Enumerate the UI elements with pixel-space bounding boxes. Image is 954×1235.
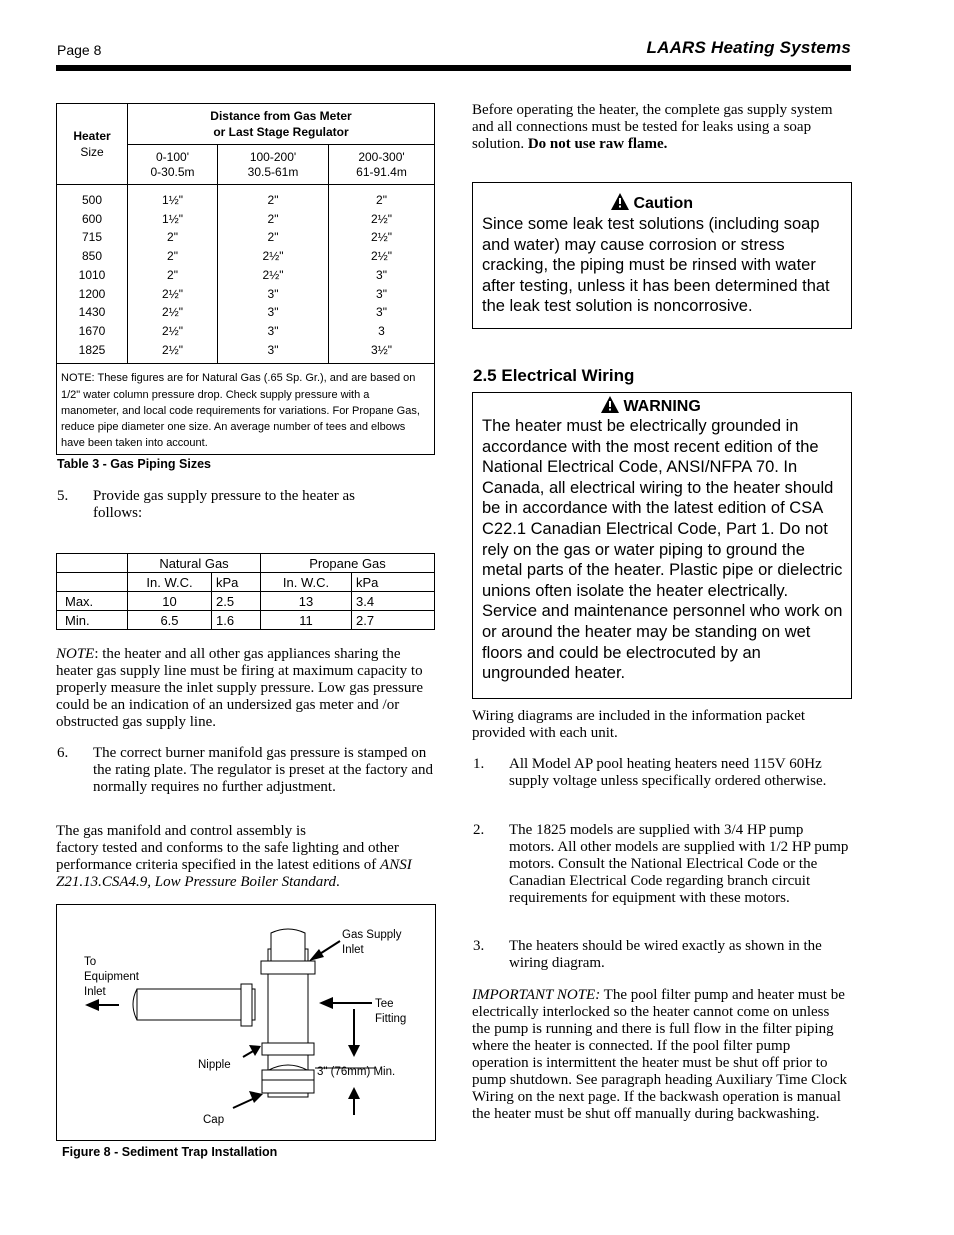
- pipe-cell: 3": [267, 305, 279, 320]
- manifold-body: factory tested and conforms to the safe lighting and other performance criteria specified in the latest editions of: [56, 840, 399, 873]
- nipple-coupling: [262, 1043, 314, 1055]
- size-cell: 500: [81, 193, 103, 207]
- range-m: 0-30.5m: [150, 164, 195, 179]
- pipe-cell: 2": [267, 193, 279, 207]
- size-cell: 850: [81, 249, 103, 264]
- dimension-arrow-down-head: [348, 1045, 360, 1057]
- pipe-cell: 2": [267, 230, 279, 245]
- pipe-cell: 3": [376, 267, 387, 282]
- pipe-cell: 3": [267, 323, 279, 338]
- horizontal-pipe: [137, 989, 255, 1020]
- caution-text: Since some leak test solutions (including soap and water) may cause corrosion or stress cracking, the piping must be rinsed with water after testing, unless it has been determined that the leak test solution is noncorrosive.: [482, 215, 830, 316]
- kpa-header: kPa: [352, 573, 435, 592]
- pipe-cell: 2½": [262, 267, 284, 282]
- min-distance-label: 3" (76mm) Min.: [317, 1066, 396, 1078]
- elec-item-2-text: The 1825 models are supplied with 3/4 HP pump motors. All other models are supplied with 1/2 HP pump motors. Consult the National Electrical Code or the Canadian Electrical Code regarding branch circuit requirements for equipment with these motors.: [509, 822, 849, 906]
- section-heading: 2.5 Electrical Wiring: [473, 366, 635, 385]
- pipe-cell: 2½": [371, 249, 392, 264]
- elec-item-2-number: 2.: [473, 822, 485, 838]
- ng-inwc-min: 6.5: [128, 611, 212, 630]
- elec-item-3-text: The heaters should be wired exactly as shown in the wiring diagram.: [509, 938, 822, 971]
- max-label: Max.: [57, 592, 128, 611]
- pipe-size-column-2: [218, 185, 329, 364]
- pipe-cell: 3": [376, 286, 387, 301]
- distance-label-2: or Last Stage Regulator: [213, 125, 349, 139]
- leak-test-text: Before operating the heater, the complete gas supply system and all connections must be tested for leaks using a soap solution.: [472, 102, 833, 152]
- size-cell: 1010: [78, 267, 106, 282]
- pipe-cell: 2½": [162, 305, 183, 320]
- table-caption: Table 3 - Gas Piping Sizes: [57, 457, 211, 471]
- upper-coupling: [261, 961, 315, 974]
- dimension-arrow-up-head: [348, 1087, 360, 1099]
- elec-item-1-text: All Model AP pool heating heaters need 115V 60Hz supply voltage unless specifically ordered otherwise.: [509, 756, 827, 789]
- size-cell: 600: [81, 211, 103, 226]
- pipe-size-column-1: [128, 185, 218, 364]
- heater-size-header: [57, 104, 128, 185]
- blank-cell: [57, 554, 128, 573]
- tee-text: Tee: [375, 998, 394, 1010]
- pipe-cell: 1½": [162, 193, 183, 207]
- warning-triangle-icon: [601, 396, 619, 413]
- step-5-text: Provide gas supply pressure to the heater as follows:: [93, 488, 356, 521]
- gas-supply-text: Gas Supply: [342, 929, 402, 941]
- ng-inwc-max: 10: [128, 592, 212, 611]
- cap-label: Cap: [203, 1114, 225, 1126]
- range-ft: 0-100': [156, 149, 189, 164]
- manifold-line-1: The gas manifold and control assembly is: [56, 823, 306, 839]
- pipe-cell: 1½": [162, 211, 183, 226]
- pg-kpa-max: 3.4: [352, 592, 435, 611]
- ng-kpa-min: 1.6: [212, 611, 261, 630]
- important-note-paragraph: [472, 987, 850, 1123]
- leak-test-bold: Do not use raw flame.: [527, 136, 668, 152]
- wiring-diagrams-paragraph: Wiring diagrams are included in the information packet provided with each unit.: [472, 708, 806, 741]
- to-equipment-label: [84, 955, 139, 1000]
- warning-triangle-icon: [611, 193, 629, 210]
- pipe-cell: 2½": [371, 211, 392, 226]
- gas-pressure-table: [56, 553, 435, 630]
- equipment-text: Equipment: [84, 971, 139, 983]
- pipe-cell: 3½": [371, 342, 392, 357]
- pg-inwc-min: 11: [261, 611, 352, 630]
- pipe-cell: 2": [267, 211, 279, 226]
- gas-supply-inlet-text: Inlet: [342, 944, 364, 956]
- pipe-cell: 2½": [162, 286, 183, 301]
- natural-gas-header: Natural Gas: [128, 554, 261, 573]
- figure-caption: Figure 8 - Sediment Trap Installation: [62, 1145, 278, 1159]
- pipe-cell: 3: [378, 323, 385, 338]
- elec-item-3-number: 3.: [473, 938, 485, 954]
- pipe-cell: 3": [267, 342, 279, 357]
- range-header-2: [218, 145, 329, 185]
- range-header-3: [329, 145, 435, 185]
- range-m: 30.5-61m: [247, 164, 299, 179]
- caution-title: Caution: [633, 195, 693, 212]
- step-6-text: The correct burner manifold gas pressure is stamped on the rating plate. The regulator is preset at the factory and normally requires no further adjustment.: [93, 745, 434, 795]
- caution-box: [472, 182, 852, 329]
- gas-supply-label: [342, 928, 401, 958]
- pipe-cell: 2": [167, 249, 178, 264]
- tee-arrow-head: [319, 997, 333, 1009]
- table-note: NOTE: These figures are for Natural Gas (.65 Sp. Gr.), and are based on 1/2" water column pressure drop. Check supply pressure with a manometer, and local code requirements for variations. For Propane Gas, reduce pipe diameter one size. An average number of tees and elbows have been taken into account.: [57, 364, 435, 455]
- caution-title-group: [611, 193, 693, 213]
- pipe-cell: 2½": [162, 323, 183, 338]
- inwc-header: In. W.C.: [261, 573, 352, 592]
- tee-fitting-label: [375, 997, 406, 1027]
- manifold-end: .: [336, 874, 340, 890]
- to-text: To: [84, 956, 97, 968]
- pressure-note-paragraph: [56, 646, 436, 731]
- header-rule: [56, 65, 851, 71]
- warning-box: [472, 392, 852, 699]
- figure-8-sediment-trap: [56, 904, 436, 1141]
- fitting-text: Fitting: [375, 1013, 407, 1025]
- pg-kpa-min: 2.7: [352, 611, 435, 630]
- size-cell: 715: [81, 230, 103, 245]
- step-5-number: 5.: [57, 488, 69, 504]
- size-cell: 1670: [78, 323, 106, 338]
- warning-title: WARNING: [623, 398, 701, 415]
- distance-label-1: Distance from Gas Meter: [210, 109, 352, 123]
- inlet-text: Inlet: [84, 986, 106, 998]
- gas-piping-table: [56, 103, 435, 455]
- pipe-cell: 2": [167, 230, 178, 245]
- range-ft: 200-300': [358, 149, 405, 164]
- warning-title-group: [601, 396, 701, 416]
- pipe-size-column-3: [329, 185, 435, 364]
- size-cell: 1200: [78, 286, 106, 301]
- brand-title: LAARS Heating Systems: [646, 38, 851, 57]
- important-note-lead: IMPORTANT NOTE:: [472, 987, 601, 1003]
- tee-flange: [241, 984, 252, 1026]
- kpa-header: kPa: [212, 573, 261, 592]
- min-label: Min.: [57, 611, 128, 630]
- ansi-standard: ANSI Z21.13.CSA4.9, Low Pressure Boiler Standard: [56, 857, 412, 890]
- propane-gas-header: Propane Gas: [261, 554, 435, 573]
- manifold-paragraph: [56, 823, 436, 891]
- pipe-cell: 2": [167, 267, 178, 282]
- gas-supply-pipe: [271, 929, 305, 961]
- range-header-1: [128, 145, 218, 185]
- pg-inwc-max: 13: [261, 592, 352, 611]
- ng-kpa-max: 2.5: [212, 592, 261, 611]
- pipe-cell: 2": [376, 193, 387, 207]
- size-cell: 1825: [78, 342, 106, 357]
- heater-size-column: [57, 185, 128, 364]
- range-ft: 100-200': [249, 149, 297, 164]
- gas-supply-arrow-head: [309, 949, 324, 961]
- pipe-cell: 3": [376, 305, 387, 320]
- pipe-cell: 2½": [371, 230, 392, 245]
- warning-text: The heater must be electrically grounded in accordance with the most recent edition of the National Electrical Code, ANSI/NFPA 70. In Canada, all electrical wiring to the heater should be in accordance with the latest edition of CSA C22.1 Canadian Electrical Code, Part 1. Do not rely on the gas or water piping to ground the metal parts of the heater. Plastic pipe or dielectric unions often isolate the heater electrically. Service and maintenance personnel who work on or around the heater may be standing on wet floors and could be electrocuted by an ungrounded heater.: [482, 417, 843, 683]
- pipe-cell: 2½": [262, 249, 284, 264]
- size-cell: 1430: [78, 305, 106, 320]
- blank-cell: [57, 573, 128, 592]
- size-label: Size: [80, 145, 104, 159]
- distance-header: [128, 104, 435, 145]
- nipple-label: Nipple: [198, 1059, 231, 1071]
- pipe-cell: 2½": [162, 342, 183, 357]
- page-number: Page 8: [57, 42, 102, 58]
- nipple-arrow-head: [249, 1045, 261, 1056]
- leak-test-paragraph: [472, 102, 852, 153]
- pipe-cell: 3": [267, 286, 279, 301]
- elec-item-1-number: 1.: [473, 756, 485, 772]
- equipment-arrow-head: [85, 999, 99, 1011]
- cap: [262, 1080, 314, 1093]
- cap-arrow-head: [249, 1091, 263, 1103]
- important-note-body: The pool filter pump and heater must be electrically interlocked so the heater cannot come on unless the pump is running and there is full flow in the filter piping where the heater is connected. If the pool filter pump operation is intermittent the heater must be shut off prior to pump shutdown. See paragraph heading Auxiliary Time Clock Wiring on the next page. If the backwash operation is manual the heater must be shut off manually during backwashing.: [472, 987, 847, 1122]
- step-6-number: 6.: [57, 745, 69, 761]
- note-lead: NOTE: [56, 646, 95, 662]
- note-body: : the heater and all other gas appliances sharing the heater gas supply line must be firing at maximum capacity to properly measure the inlet supply pressure. Low gas pressure could be an indication of an undersized gas meter and /or obstructed gas supply line.: [56, 646, 423, 730]
- range-m: 61-91.4m: [356, 164, 407, 179]
- heater-label: Heater: [73, 129, 111, 143]
- inwc-header: In. W.C.: [128, 573, 212, 592]
